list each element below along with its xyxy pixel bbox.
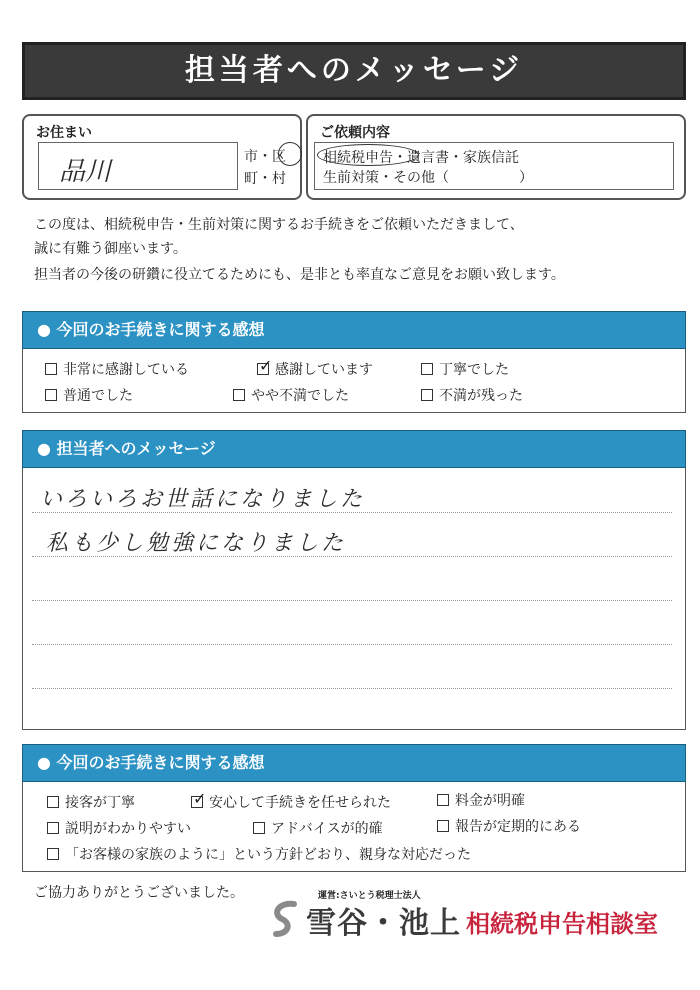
request-label: ご依頼内容 [320, 125, 390, 141]
checkbox-slightly-dissatisfied[interactable]: やや不満でした [233, 385, 349, 405]
section1-heading: ● 今回のお手続きに関する感想 [22, 311, 686, 349]
ruled-line [32, 556, 672, 557]
address-suffix-2: 町・村 [244, 171, 286, 187]
ruled-line [32, 644, 672, 645]
checkbox-grateful[interactable]: ✓ 感謝しています [259, 356, 373, 378]
check-mark-icon: ✓ [259, 356, 273, 375]
page-title: 担当者へのメッセージ [22, 42, 686, 100]
inheritance-tax-circle [317, 144, 419, 166]
request-line-1: 相続税申告・遺言書・家族信託 [323, 150, 519, 166]
thanks-text: ご協力ありがとうございました。 [34, 885, 244, 901]
section3-heading: ● 今回のお手続きに関する感想 [22, 744, 686, 782]
section3-body [22, 782, 686, 872]
ruled-line [32, 512, 672, 513]
address-input[interactable] [38, 142, 238, 190]
checkbox-clear-fees[interactable]: 料金が明確 [437, 790, 525, 810]
checkbox-very-grateful[interactable]: 非常に感謝している [45, 359, 189, 379]
checkbox-regular-reports[interactable]: 報告が定期的にある [437, 816, 581, 836]
brand-service: 相続税申告相談室 [466, 910, 658, 938]
intro-line-3: 担当者の今後の研鑽に役立てるためにも、是非とも率直なご意見をお願い致します。 [34, 267, 565, 283]
firm-logo-icon [270, 900, 302, 938]
checkbox-clear-explanation[interactable]: 説明がわかりやすい [47, 818, 191, 838]
ruled-line [32, 600, 672, 601]
checkbox-polite[interactable]: 丁寧でした [421, 359, 509, 379]
request-options [314, 142, 674, 190]
request-line-2: 生前対策・その他（ ） [323, 170, 533, 186]
intro-line-1: この度は、相続税申告・生前対策に関するお手続きをご依頼いただきまして、 [34, 217, 524, 233]
checkbox-dissatisfied[interactable]: 不満が残った [421, 385, 523, 405]
message-line-2: 私も少し勉強になりました [46, 531, 347, 556]
operator-text: 運営:さいとう税理士法人 [318, 891, 421, 901]
message-line-1: いろいろお世話になりました [40, 487, 366, 512]
address-suffix-1: 市・区 [244, 149, 286, 165]
intro-line-2: 誠に有難う御座います。 [34, 241, 187, 257]
checkbox-peace-of-mind[interactable]: ✓ 安心して手続きを任せられた [193, 789, 391, 811]
checkbox-accurate-advice[interactable]: アドバイスが的確 [253, 818, 383, 838]
address-label: お住まい [36, 125, 92, 141]
checkbox-family-like-care[interactable]: 「お客様の家族のように」という方針どおり、親身な対応だった [47, 844, 471, 864]
check-mark-icon: ✓ [193, 789, 207, 808]
request-box [306, 114, 686, 200]
address-box [22, 114, 302, 200]
section1-body [22, 349, 686, 413]
checkbox-courteous-service[interactable]: 接客が丁寧 [47, 792, 135, 812]
checkbox-normal[interactable]: 普通でした [45, 385, 133, 405]
ku-circle [278, 142, 302, 166]
brand-name: 雪谷・池上 [306, 906, 461, 941]
address-value: 品川 [59, 157, 112, 187]
section2-heading: ● 担当者へのメッセージ [22, 430, 686, 468]
ruled-line [32, 688, 672, 689]
